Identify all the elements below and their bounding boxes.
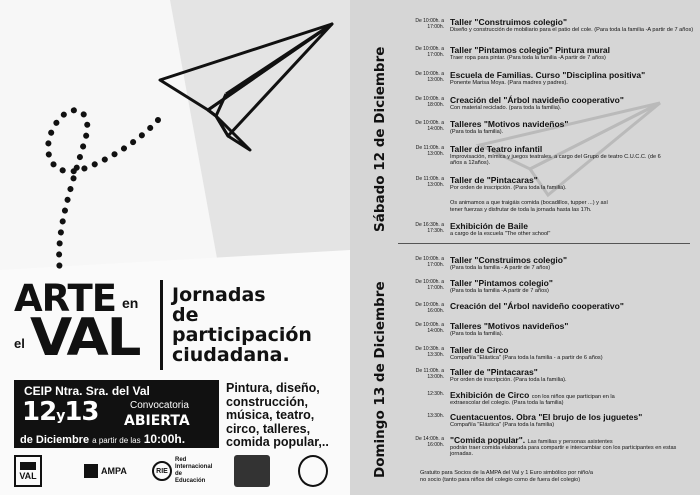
event-time: De 10:00h. a 16:00h.	[415, 302, 444, 314]
banner-month	[20, 432, 185, 446]
sun-event-3	[400, 302, 696, 316]
event-title: Taller "Pintamos colegio" Pintura mural	[450, 45, 610, 55]
headline-line-3: participación	[172, 324, 312, 346]
activities-line-3: música, teatro,	[226, 408, 315, 422]
rie-logo-text: Red Internacional de Educación	[175, 457, 213, 484]
saturday-note-line-2: tener fuerzas y disfrutar de toda la jornada hasta las 17h.	[450, 206, 592, 213]
event-title: Creación del "Árbol navideño cooperativo"	[450, 95, 624, 105]
activities-line-1: Pintura, diseño,	[226, 381, 320, 395]
event-desc: Diseño y construcción de mobiliario para el patio del cole. (Para toda la familia -A partir de 7 años)	[450, 27, 694, 33]
event-title: Taller de Circo	[450, 345, 509, 355]
headline-line-1: Jornadas	[172, 284, 266, 306]
sponsor-logos	[14, 455, 344, 487]
event-title: Exhibición de Baile	[450, 221, 528, 231]
event-title: Creación del "Árbol navideño cooperativo"	[450, 301, 624, 311]
event-title: Taller "Pintamos colegio"	[450, 278, 553, 288]
event-desc: (Para toda la familia - A partir de 7 años)	[450, 265, 551, 271]
ampa-logo	[84, 455, 144, 487]
banner-time: 10:00h.	[143, 432, 186, 446]
brand-divider	[160, 280, 163, 370]
sat-event-4	[400, 96, 696, 110]
sat-event-7	[400, 176, 696, 190]
school-name: CEIP Ntra. Sra. del Val	[24, 384, 150, 398]
event-title-extra: con los niños que participan en la	[531, 394, 615, 400]
sun-event-5	[400, 346, 696, 360]
event-time: De 10:00h. a 14:00h.	[415, 120, 444, 132]
event-time: 13:30h.	[427, 413, 444, 419]
event-time: De 10:30h. a 13:30h.	[415, 346, 444, 358]
event-desc: Compañía "Elástica" (Para toda la familia)	[450, 422, 555, 428]
brand-el: el	[14, 336, 25, 351]
banner-convocatoria: Convocatoria	[130, 400, 189, 411]
event-title: Talleres "Motivos navideños"	[450, 321, 569, 331]
sun-event-6	[400, 368, 696, 382]
sat-event-6	[400, 144, 696, 167]
event-title-extra: Las familias y personas asistentes	[527, 439, 613, 445]
event-desc: Traer ropa para pintar. (Para toda la familia -A partir de 7 años)	[450, 55, 606, 61]
sat-event-3	[400, 71, 696, 85]
event-desc: extraescolar del colegio. (Para toda la familia)	[450, 400, 564, 406]
ampa-logo-text: AMPA	[101, 466, 127, 476]
activities-list	[226, 382, 348, 450]
event-time: De 10:00h. a 17:00h.	[415, 18, 444, 30]
saturday-label: Sábado 12 de Diciembre	[372, 46, 388, 232]
event-time: De 14:00h. a 16:00h.	[415, 436, 444, 448]
val-logo	[14, 455, 42, 487]
ampa-logo-mark	[84, 464, 98, 478]
event-title	[450, 435, 613, 445]
sat-event-5	[400, 120, 696, 134]
banner-days: 12y13	[22, 397, 99, 427]
brand-en: en	[122, 295, 139, 311]
event-desc: Improvisación, mímica y juegos teatrales. a cargo del Grupo de teatro C.U.C.C. (de 6 años a 12años).	[450, 154, 661, 167]
sat-event-8	[400, 222, 696, 236]
sat-event-1	[400, 18, 696, 32]
headline-line-2: de	[172, 304, 199, 326]
brand-arte: ARTE	[14, 277, 116, 320]
event-time: De 16:30h. a 17:30h.	[415, 222, 444, 234]
sunday-label: Domingo 13 de Diciembre	[372, 281, 388, 478]
event-desc: (Para toda la familia).	[450, 129, 504, 135]
pricing-note	[420, 470, 593, 484]
pricing-note-line-1: Gratuito para Socios de la AMPA del Val y 1 Euro simbólico por niño/a	[420, 470, 593, 476]
event-desc: Compañía "Elástica" (Para toda la familia - a partir de 6 años)	[450, 355, 603, 361]
val-logo-text: VAL	[19, 470, 37, 481]
event-desc: Por orden de inscripción. (Para toda la familia).	[450, 377, 567, 383]
sun-event-2	[400, 279, 696, 293]
event-title: Talleres "Motivos navideños"	[450, 119, 569, 129]
sun-event-4	[400, 322, 696, 336]
event-title-text: Exhibición de Circo	[450, 390, 530, 400]
pricing-note-line-2: no socio (tanto para niños del colegio como de fuera del colegio)	[420, 476, 581, 483]
sun-event-8	[400, 413, 696, 427]
event-desc: podrán traer comida elaborada para compartir e intercambiar con los participantes en estas jornadas.	[450, 445, 677, 458]
event-time: De 11:00h. a 13:00h.	[415, 176, 444, 188]
activities-line-5: comida popular,..	[226, 435, 329, 449]
sun-event-7	[400, 391, 696, 405]
event-title: Taller de "Pintacaras"	[450, 367, 538, 377]
event-desc: Con material reciclado. (para toda la familia).	[450, 105, 562, 111]
event-title-text: "Comida popular".	[450, 435, 526, 445]
headline	[172, 285, 342, 365]
event-desc: Por orden de inscripción. (Para toda la familia).	[450, 185, 567, 191]
sponsor-logo-4	[234, 455, 270, 487]
activities-line-2: construcción,	[226, 394, 308, 409]
event-time: De 10:00h. a 14:00h.	[415, 322, 444, 334]
sat-event-2	[400, 46, 696, 60]
event-title	[450, 390, 615, 400]
banner-month-text: de Diciembre	[20, 434, 90, 446]
event-time: De 11:00h. a 13:00h.	[415, 368, 444, 380]
dotted-trail	[0, 0, 350, 300]
event-title: Taller "Construimos colegio"	[450, 255, 568, 265]
val-logo-mark	[20, 462, 36, 470]
event-title: Cuentacuentos. Obra "El brujo de los juguetes"	[450, 412, 643, 422]
event-title: Taller "Construimos colegio"	[450, 17, 568, 27]
event-time: De 10:00h. a 13:00h.	[415, 71, 444, 83]
event-title: Escuela de Familias. Curso "Disciplina positiva"	[450, 70, 646, 80]
day-separator	[398, 243, 690, 244]
sun-event-1	[400, 256, 696, 270]
sun-event-9	[400, 435, 696, 458]
headline-line-4: ciudadana.	[172, 344, 290, 366]
event-time: De 11:00h. a 13:00h.	[415, 145, 444, 157]
brand-val: VAL	[30, 308, 140, 368]
banner-from: a partir de las	[92, 436, 141, 445]
event-desc: Ponente Marisa Moya. (Para madres y padres).	[450, 80, 568, 86]
event-time: De 10:00h. a 17:00h.	[415, 256, 444, 268]
event-time: 12:30h.	[427, 391, 444, 397]
activities-line-4: circo, talleres,	[226, 421, 311, 436]
event-desc: (Para toda la familia).	[450, 331, 504, 337]
saturday-note	[450, 200, 608, 214]
event-time: De 10:00h. a 18:00h.	[415, 96, 444, 108]
event-time: De 10:00h. a 17:00h.	[415, 279, 444, 291]
sponsor-logo-5	[298, 455, 328, 487]
rie-logo-circle: RIE	[152, 461, 172, 481]
event-title: Taller de "Pintacaras"	[450, 175, 538, 185]
event-desc: a cargo de la escuela "The other school"	[450, 231, 551, 237]
event-title: Taller de Teatro infantil	[450, 144, 543, 154]
event-time: De 10:00h. a 17:00h.	[415, 46, 444, 58]
event-desc: (Para toda la familia -A partir de 7 años)	[450, 288, 549, 294]
banner-abierta: ABIERTA	[124, 413, 190, 429]
rie-logo	[152, 455, 222, 487]
saturday-note-line-1: Os animamos a que traigáis comida (bocadillos, tupper ...) y así	[450, 200, 608, 206]
